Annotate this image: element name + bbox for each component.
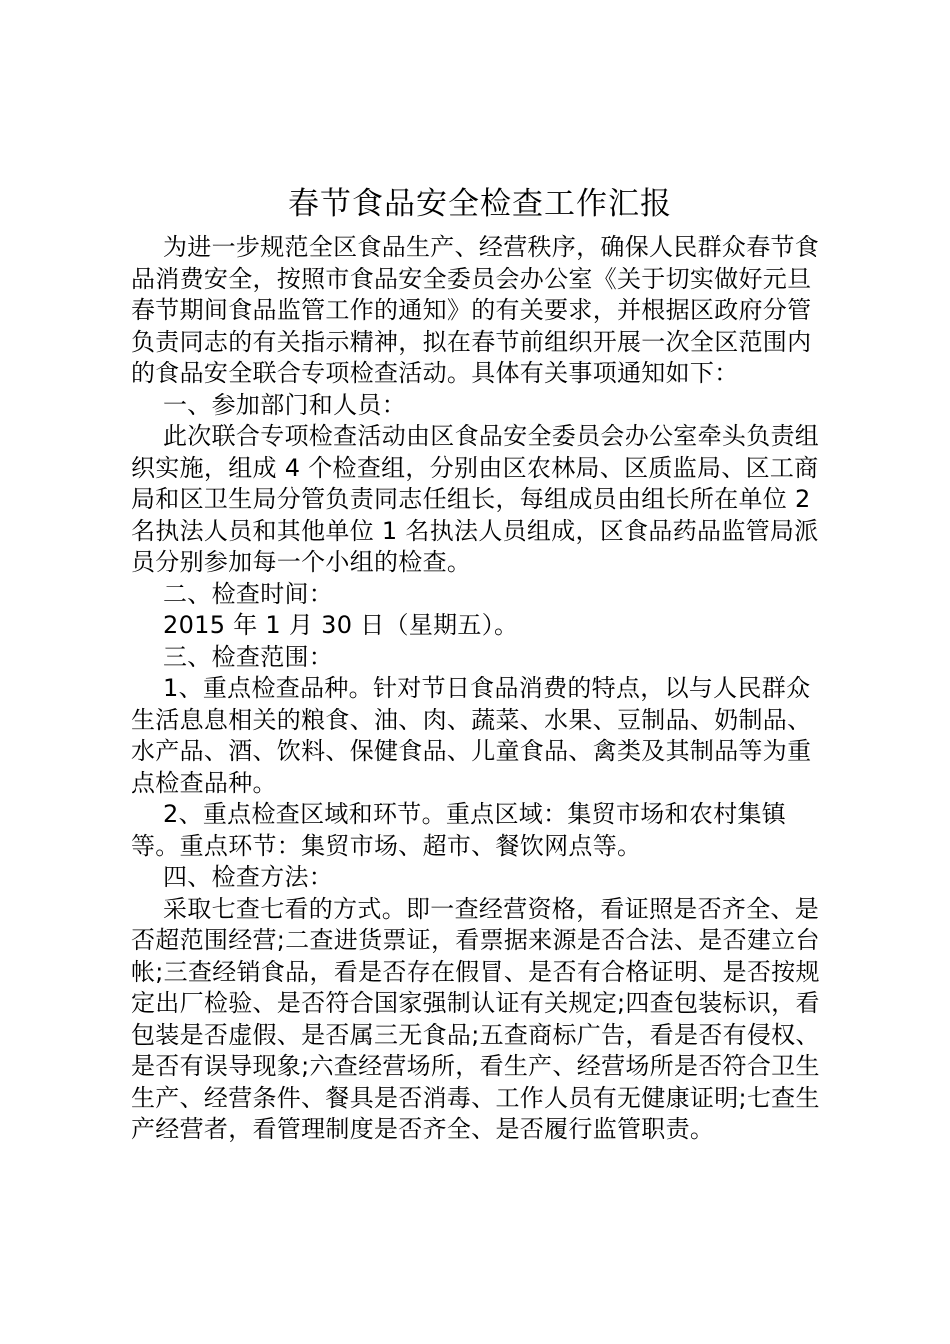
document-body bbox=[131, 232, 831, 1146]
intro-paragraph: 为进一步规范全区食品生产、经营秩序，确保人民群众春节食品消费安全，按照市食品安全委员会办公室《关于切实做好元旦春节期间食品监管工作的通知》的有关要求，并根据区政府分管负责同志的有关指示精神，拟在春节前组织开展一次全区范围内的食品安全联合专项检查活动。具体有关事项通知如下： bbox=[131, 233, 820, 387]
section-heading-scope: 三、检查范围： bbox=[163, 642, 334, 671]
time-paragraph: 2015 年 1 月 30 日（星期五）。 bbox=[163, 611, 519, 639]
section-heading-method: 四、检查方法： bbox=[163, 863, 334, 891]
scope-item-products: 1、重点检查品种。针对节日食品消费的特点，以与人民群众生活息息相关的粮食、油、肉、蔬菜、水果、豆制品、奶制品、水产品、酒、饮料、保健食品、儿童食品、禽类及其制品等为重点检查品种。 bbox=[131, 674, 812, 797]
method-paragraph: 采取七查七看的方式。即一查经营资格，看证照是否齐全、是否超范围经营;二查进货票证，看票据来源是否合法、是否建立台帐;三查经销食品，看是否存在假冒、是否有合格证明、是否按规定出厂检验、是否符合国家强制认证有关规定;四查包装标识，看包装是否虚假、是否属三无食品;五查商标广告，看是否有侵权、是否有误导现象;六查经营场所，看生产、经营场所是否符合卫生生产、经营条件、餐具是否消毒、工作人员有无健康证明;七查生产经营者，看管理制度是否齐全、是否履行监管职责。 bbox=[131, 894, 820, 1143]
participants-paragraph: 此次联合专项检查活动由区食品安全委员会办公室牵头负责组织实施，组成 4 个检查组，分别由区农林局、区质监局、区工商局和区卫生局分管负责同志任组长，每组成员由组长所在单位 2 名执法人员和其他单位 1 名执法人员组成，区食品药品监管局派员分别参加每一个小组的检查。 bbox=[131, 422, 820, 576]
document-title: 春节食品安全检查工作汇报 bbox=[288, 186, 672, 222]
scope-item-areas: 2、重点检查区域和环节。重点区域：集贸市场和农村集镇等。重点环节：集贸市场、超市、餐饮网点等。 bbox=[131, 800, 787, 860]
section-heading-participants: 一、参加部门和人员： bbox=[163, 390, 406, 419]
section-heading-time: 二、检查时间： bbox=[163, 579, 334, 608]
